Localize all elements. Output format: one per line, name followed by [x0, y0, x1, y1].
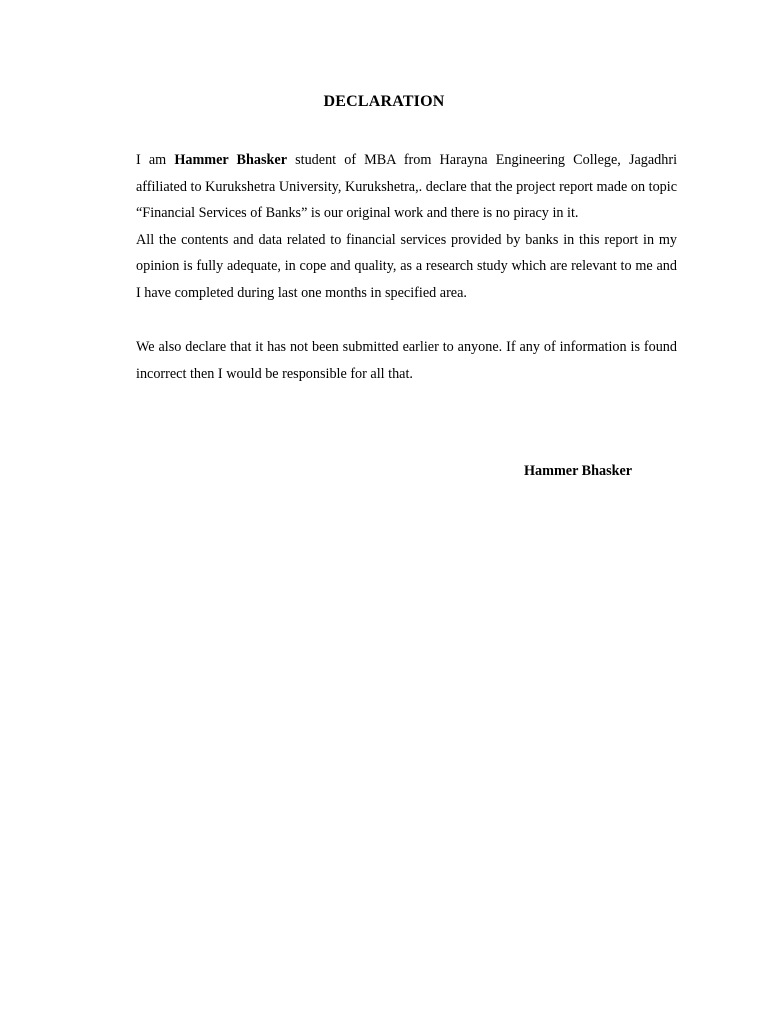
declaration-paragraph-2: All the contents and data related to financial services provided by banks in this report in my opinion is fully adequate, in cope and quality, as a research study which are relevant to me and I have completed during last one months in specified area. [136, 231, 677, 301]
declaration-paragraph-3: We also declare that it has not been submitted earlier to anyone. If any of information is found incorrect then I would be responsible for all that. [136, 339, 677, 382]
paragraph-1-text: student of MBA from Harayna Engineering College, Jagadhri affiliated to Kurukshetra University, Kurukshetra,. declare that the project report made on topic “Financial Services of Banks” is our original work and there is no piracy in it. [136, 152, 678, 222]
page-title: DECLARATION [323, 93, 445, 110]
paragraph-1-intro: I am [136, 152, 175, 168]
declaration-paragraph-1 [136, 147, 677, 227]
signature-name: Hammer Bhasker [524, 463, 633, 479]
student-name: Hammer Bhasker [174, 152, 287, 168]
declaration-body [136, 147, 677, 307]
declaration-paragraph-3-block [136, 334, 677, 387]
